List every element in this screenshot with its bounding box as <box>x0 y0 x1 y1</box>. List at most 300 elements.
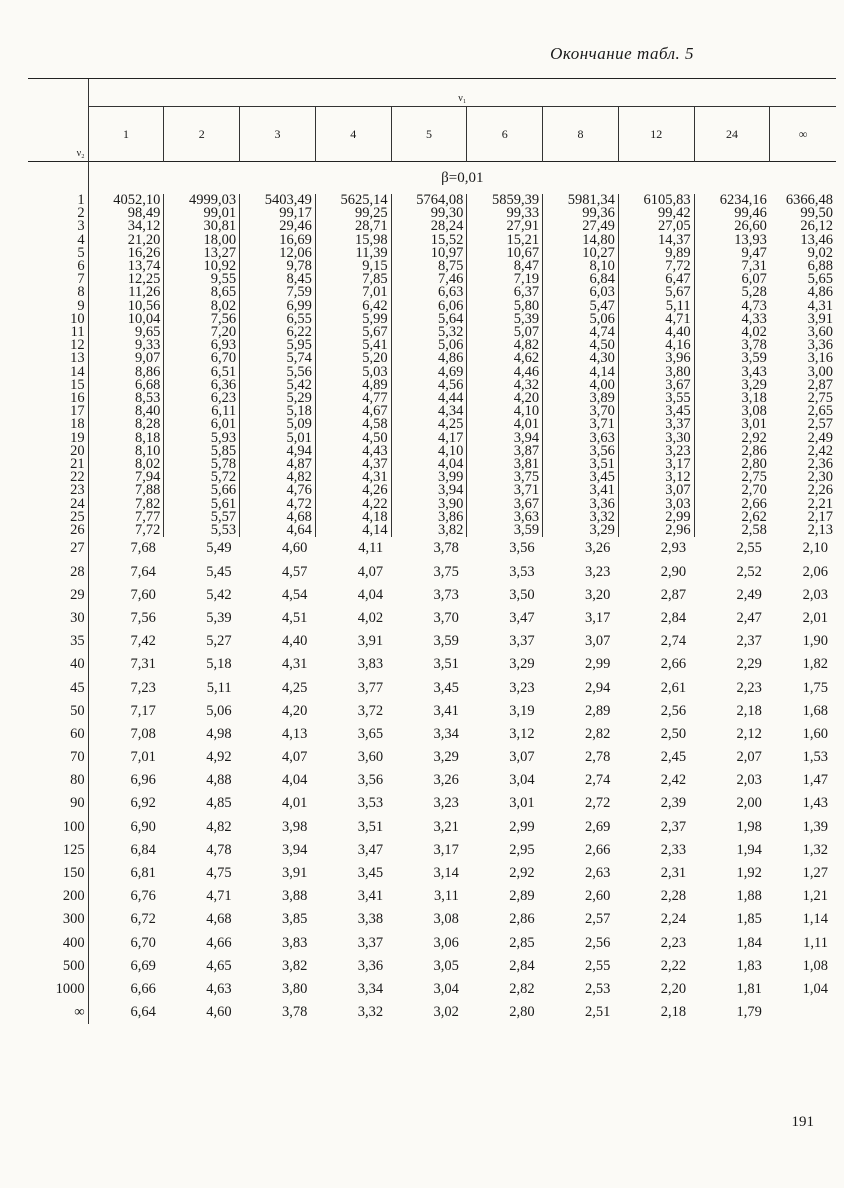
table-cell: 3,26 <box>584 540 611 557</box>
table-cell: 5,64 <box>391 313 467 326</box>
table-cell: 3,82 <box>391 524 467 537</box>
row-label: 8 <box>28 286 88 299</box>
table-cell: 3,67 <box>467 498 543 511</box>
table-cell: 6,11 <box>164 405 240 418</box>
table-cell: 3,71 <box>543 418 619 431</box>
table-cell: 2,13 <box>807 522 833 539</box>
table-cell: 3,17 <box>433 841 459 858</box>
column-header: 3 <box>240 107 316 162</box>
row-label: 3 <box>28 220 88 233</box>
table-row <box>28 978 836 1001</box>
table-cell: 9,15 <box>315 260 391 273</box>
table-cell: 2,30 <box>807 469 833 486</box>
table-cell: 6,36 <box>164 379 240 392</box>
table-cell: 2,37 <box>660 818 687 835</box>
table-cell: 3,12 <box>618 471 694 484</box>
table-cell: 2,49 <box>807 429 833 446</box>
row-label: 2 <box>28 207 88 220</box>
table-cell: 4,14 <box>315 524 391 537</box>
table-cell: 2,37 <box>736 633 762 650</box>
table-cell: 3,17 <box>584 609 611 626</box>
table-cell: 7,20 <box>164 326 240 339</box>
table-cell: 2,70 <box>694 484 770 497</box>
table-cell: 6,06 <box>391 300 467 313</box>
table-cell: 9,07 <box>134 350 161 367</box>
table-cell: 6,01 <box>164 418 240 431</box>
table-cell: 6366,48 <box>785 192 833 208</box>
table-cell: 3,96 <box>618 352 694 365</box>
table-cell: 2,66 <box>660 656 687 673</box>
table-cell: 1,84 <box>736 934 762 951</box>
table-cell: 7,68 <box>130 540 156 557</box>
table-cell: 1,39 <box>802 818 828 835</box>
table-row <box>28 955 836 978</box>
table-cell: 15,98 <box>315 234 391 247</box>
table-cell: 2,90 <box>660 563 687 580</box>
table-cell: 1,08 <box>802 957 828 974</box>
column-header-row <box>28 107 836 162</box>
v2-header: ν₂ <box>28 79 88 162</box>
table-cell: 8,10 <box>134 442 161 459</box>
row-label: 200 <box>28 885 88 908</box>
table-cell <box>770 1001 836 1024</box>
table-cell: 2,95 <box>509 841 535 858</box>
table-cell: 4,33 <box>694 313 770 326</box>
table-cell: 3,59 <box>433 633 459 650</box>
table-cell: 2,55 <box>736 540 762 557</box>
table-cell: 4,65 <box>206 957 232 974</box>
table-cell: 3,91 <box>357 633 384 650</box>
table-cell: 3,77 <box>357 679 384 696</box>
row-label: 17 <box>28 405 88 418</box>
table-cell: 3,53 <box>357 795 384 812</box>
table-cell: 3,73 <box>433 586 459 603</box>
row-label: 30 <box>28 607 88 630</box>
table-cell: 7,72 <box>134 522 161 539</box>
table-cell: 3,23 <box>618 445 694 458</box>
table-cell: 3,50 <box>509 586 535 603</box>
table-cell: 5,61 <box>164 498 240 511</box>
table-cell: 26,60 <box>694 220 770 233</box>
table-cell: 27,49 <box>543 220 619 233</box>
table-cell: 5,39 <box>206 609 232 626</box>
table-cell: 1,21 <box>802 888 828 905</box>
table-cell: 1,94 <box>736 841 762 858</box>
row-label: 10 <box>28 313 88 326</box>
table-cell: 13,27 <box>164 247 240 260</box>
table-cell: 5,18 <box>240 405 316 418</box>
table-cell: 1,14 <box>802 911 828 928</box>
table-cell: 3,80 <box>618 366 694 379</box>
table-cell: 3,23 <box>433 795 459 812</box>
table-cell: 2,80 <box>694 458 770 471</box>
table-cell: 5,42 <box>240 379 316 392</box>
table-cell: 3,45 <box>433 679 459 696</box>
table-cell: 3,99 <box>391 471 467 484</box>
table-cell: 3,36 <box>543 498 619 511</box>
row-label: 28 <box>28 560 88 583</box>
table-cell: 4,50 <box>543 339 619 352</box>
table-cell: 99,36 <box>543 207 619 220</box>
table-cell: 4,68 <box>240 511 316 524</box>
table-cell: 3,94 <box>391 484 467 497</box>
table-cell: 5764,08 <box>391 194 467 207</box>
table-cell: 5,11 <box>618 300 694 313</box>
row-label: 80 <box>28 769 88 792</box>
table-cell: 4,50 <box>315 432 391 445</box>
table-cell: 3,91 <box>281 865 308 881</box>
row-label: 21 <box>28 458 88 471</box>
table-cell: 9,65 <box>134 324 161 341</box>
table-cell: 10,92 <box>164 260 240 273</box>
table-cell: 3,47 <box>357 841 384 858</box>
table-cell: 1,43 <box>802 795 828 812</box>
table-cell: 7,85 <box>315 273 391 286</box>
table-cell: 6,92 <box>130 795 156 812</box>
table-cell: 2,12 <box>736 725 762 742</box>
table-cell: 5,67 <box>618 286 694 299</box>
table-cell: 4,82 <box>206 818 232 835</box>
table-cell: 3,87 <box>467 445 543 458</box>
table-cell: 3,37 <box>509 633 535 650</box>
row-label: 26 <box>28 524 88 537</box>
table-cell: 3,98 <box>281 818 308 835</box>
table-cell: 2,85 <box>509 934 535 951</box>
table-cell: 15,52 <box>391 234 467 247</box>
row-label: 50 <box>28 700 88 723</box>
table-cell: 4,46 <box>467 366 543 379</box>
table-cell: 3,03 <box>618 498 694 511</box>
table-cell: 5,18 <box>206 656 232 673</box>
table-cell: 5,01 <box>240 432 316 445</box>
table-cell: 6105,83 <box>618 194 694 207</box>
table-cell: 2,96 <box>618 524 694 537</box>
row-label: 23 <box>28 484 88 497</box>
table-cell: 4,60 <box>281 540 308 557</box>
table-cell: 6234,16 <box>694 194 770 207</box>
table-cell: 1,53 <box>802 749 828 766</box>
table-cell: 3,16 <box>807 350 833 367</box>
table-cell: 5,27 <box>206 633 232 650</box>
table-cell: 5,03 <box>315 366 391 379</box>
table-cell: 3,56 <box>357 772 384 789</box>
table-cell: 2,10 <box>802 540 828 557</box>
continuation-caption: Окончание табл. 5 <box>550 44 694 63</box>
table-cell: 2,23 <box>660 934 687 951</box>
table-cell: 3,01 <box>694 418 770 431</box>
table-cell: 8,86 <box>134 363 161 380</box>
table-cell: 2,89 <box>509 888 535 905</box>
table-row <box>28 723 836 746</box>
table-cell: 2,39 <box>660 795 687 812</box>
table-cell: 2,57 <box>807 416 833 433</box>
table-cell: 3,08 <box>694 405 770 418</box>
table-cell: 5,06 <box>543 313 619 326</box>
table-cell: 3,82 <box>281 957 308 974</box>
table-cell: 5,11 <box>206 679 232 696</box>
table-cell: 2,07 <box>736 749 762 766</box>
table-cell: 4,32 <box>467 379 543 392</box>
table-cell: 4,57 <box>281 563 308 580</box>
table-cell: 2,22 <box>660 957 687 974</box>
table-cell: 5,95 <box>240 339 316 352</box>
table-cell: 4,56 <box>391 379 467 392</box>
table-cell: 5,78 <box>164 458 240 471</box>
table-cell: 9,55 <box>164 273 240 286</box>
table-cell: 2,72 <box>584 795 611 812</box>
table-cell: 16,69 <box>240 234 316 247</box>
table-cell: 4,75 <box>206 865 232 881</box>
table-row <box>28 676 836 699</box>
table-cell: 2,92 <box>694 432 770 445</box>
column-header: 8 <box>543 107 619 162</box>
table-cell: 4,04 <box>357 586 384 603</box>
table-cell: 4,89 <box>315 379 391 392</box>
table-cell: 9,02 <box>807 244 833 261</box>
row-label: 9 <box>28 300 88 313</box>
table-cell: 3,18 <box>694 392 770 405</box>
row-label: 27 <box>28 537 88 560</box>
table-cell: 21,20 <box>127 231 161 248</box>
table-cell: 99,30 <box>391 207 467 220</box>
table-cell: 7,31 <box>130 656 156 673</box>
table-cell: 3,21 <box>433 818 459 835</box>
table-row <box>28 700 836 723</box>
table-cell: 14,80 <box>543 234 619 247</box>
table-cell: 4,01 <box>467 418 543 431</box>
table-cell: 99,25 <box>315 207 391 220</box>
table-cell: 8,47 <box>467 260 543 273</box>
column-header: 1 <box>122 126 129 141</box>
table-cell: 4,68 <box>206 911 232 928</box>
table-cell: 1,79 <box>736 1004 762 1021</box>
table-cell: 3,36 <box>357 957 384 974</box>
table-cell: 6,42 <box>315 300 391 313</box>
table-cell: 4,40 <box>281 633 308 650</box>
table-cell: 4,31 <box>315 471 391 484</box>
row-label: 100 <box>28 816 88 839</box>
table-cell: 3,01 <box>509 795 535 812</box>
table-cell: 2,18 <box>660 1004 687 1021</box>
table-cell: 99,42 <box>618 207 694 220</box>
table-cell: 5,32 <box>391 326 467 339</box>
table-cell: 4,71 <box>206 888 232 905</box>
table-cell: 28,71 <box>315 220 391 233</box>
table-cell: 4,58 <box>315 418 391 431</box>
table-cell: 2,57 <box>584 911 611 928</box>
table-cell: 2,80 <box>509 1004 535 1021</box>
table-cell: 3,45 <box>357 865 384 881</box>
table-cell: 5,29 <box>240 392 316 405</box>
table-cell: 7,56 <box>130 609 156 626</box>
table-cell: 3,56 <box>543 445 619 458</box>
table-body-compact <box>28 194 836 537</box>
table-cell: 30,81 <box>164 220 240 233</box>
table-cell: 3,88 <box>281 888 308 905</box>
table-cell: 4,78 <box>206 841 232 858</box>
table-cell: 99,33 <box>467 207 543 220</box>
table-cell: 8,40 <box>134 403 161 420</box>
table-cell: 3,55 <box>618 392 694 405</box>
row-label: 25 <box>28 511 88 524</box>
table-cell: 9,47 <box>694 247 770 260</box>
row-label: 29 <box>28 584 88 607</box>
table-cell: 5,06 <box>391 339 467 352</box>
table-cell: 5,65 <box>807 271 833 288</box>
table-cell: 3,17 <box>618 458 694 471</box>
table-cell: 5,39 <box>467 313 543 326</box>
table-cell: 7,46 <box>391 273 467 286</box>
table-cell: 1,04 <box>802 980 828 997</box>
table-cell: 8,65 <box>164 286 240 299</box>
table-cell: 3,41 <box>543 484 619 497</box>
table-cell: 4,18 <box>315 511 391 524</box>
table-cell: 99,46 <box>694 207 770 220</box>
table-cell: 27,91 <box>467 220 543 233</box>
table-cell: 3,85 <box>281 911 308 928</box>
table-cell: 13,46 <box>800 231 833 248</box>
column-header: 2 <box>164 107 240 162</box>
table-cell: 26,12 <box>800 218 833 235</box>
table-cell: 2,31 <box>660 865 687 881</box>
row-label: 45 <box>28 676 88 699</box>
table-cell: 1,88 <box>736 888 762 905</box>
table-cell: 4,26 <box>315 484 391 497</box>
table-cell: 5981,34 <box>543 194 619 207</box>
table-cell: 6,55 <box>240 313 316 326</box>
table-cell: 3,71 <box>467 484 543 497</box>
table-cell: 4,30 <box>543 352 619 365</box>
table-cell: 5,72 <box>164 471 240 484</box>
table-row <box>28 746 836 769</box>
table-cell: 9,78 <box>240 260 316 273</box>
table-row <box>28 1001 836 1024</box>
table-cell: 14,37 <box>618 234 694 247</box>
table-cell: 2,23 <box>736 679 762 696</box>
table-cell: 6,68 <box>134 376 161 393</box>
table-cell: 4,86 <box>391 352 467 365</box>
table-cell: 4,92 <box>206 749 232 766</box>
v1-header: ν₁ <box>88 79 836 107</box>
table-cell: 2,24 <box>660 911 687 928</box>
table-row <box>28 537 836 560</box>
table-row <box>28 607 836 630</box>
table-cell: 2,33 <box>660 841 687 858</box>
table-cell: 16,26 <box>127 244 161 261</box>
table-cell: 2,42 <box>807 442 833 459</box>
table-cell: 2,58 <box>694 524 770 537</box>
table-cell: 2,61 <box>660 679 687 696</box>
table-cell: 5,28 <box>694 286 770 299</box>
table-cell: 5,42 <box>206 586 232 603</box>
table-cell: 7,59 <box>240 286 316 299</box>
row-label: 90 <box>28 792 88 815</box>
table-cell: 1,32 <box>802 841 828 858</box>
table-cell: 4,07 <box>281 749 308 766</box>
table-cell: 3,32 <box>543 511 619 524</box>
table-cell: 7,56 <box>164 313 240 326</box>
table-cell: 6,72 <box>130 911 156 928</box>
table-cell: 5,85 <box>164 445 240 458</box>
table-cell: 2,52 <box>736 563 762 580</box>
table-cell: 4,34 <box>391 405 467 418</box>
table-cell: 3,43 <box>694 366 770 379</box>
table-row <box>28 885 836 908</box>
table-cell: 5,74 <box>240 352 316 365</box>
table-cell: 18,00 <box>164 234 240 247</box>
table-cell: 4,67 <box>315 405 391 418</box>
table-cell: 2,03 <box>802 586 828 603</box>
table-cell: 2,87 <box>807 376 833 393</box>
table-cell: 9,33 <box>134 337 161 354</box>
table-cell: 3,08 <box>433 911 459 928</box>
table-cell: 7,72 <box>618 260 694 273</box>
table-cell: 6,84 <box>543 273 619 286</box>
table-cell: 4999,03 <box>164 194 240 207</box>
table-cell: 5,41 <box>315 339 391 352</box>
table-cell: 4,76 <box>240 484 316 497</box>
table-cell: 29,46 <box>240 220 316 233</box>
table-cell: 4,04 <box>281 772 308 789</box>
row-label: 300 <box>28 908 88 931</box>
table-cell: 2,82 <box>584 725 611 742</box>
table-cell: 2,93 <box>660 540 687 557</box>
table-cell: 3,05 <box>433 957 459 974</box>
table-row <box>28 862 836 885</box>
table-cell: 4,72 <box>240 498 316 511</box>
table-cell: 2,66 <box>694 498 770 511</box>
table-cell: 2,84 <box>660 609 687 626</box>
table-row <box>28 839 836 862</box>
table-cell: 2,94 <box>584 679 611 696</box>
table-cell: 2,36 <box>807 456 833 473</box>
table-cell: 1,92 <box>736 865 762 881</box>
table-cell: 7,23 <box>130 679 156 696</box>
table-cell: 2,00 <box>736 795 762 812</box>
table-cell: 13,74 <box>127 258 161 275</box>
table-cell: 4,17 <box>391 432 467 445</box>
row-label: 60 <box>28 723 88 746</box>
column-header: 12 <box>618 107 694 162</box>
table-cell: 4,64 <box>240 524 316 537</box>
beta-level: β=0,01 <box>441 169 484 186</box>
table-cell: 3,04 <box>509 772 535 789</box>
table-cell: 3,78 <box>281 1004 308 1021</box>
table-cell: 4,44 <box>391 392 467 405</box>
table-cell: 4,25 <box>391 418 467 431</box>
column-header: 24 <box>694 107 770 162</box>
table-cell: 3,63 <box>543 432 619 445</box>
table-cell: 34,12 <box>127 218 161 235</box>
table-row <box>28 908 836 931</box>
table-cell: 3,45 <box>543 471 619 484</box>
table-cell: 7,64 <box>130 563 156 580</box>
table-cell: 4,10 <box>391 445 467 458</box>
row-label: ∞ <box>28 1001 88 1024</box>
row-label: 11 <box>28 326 88 339</box>
table-cell: 4,02 <box>694 326 770 339</box>
table-cell: 3,34 <box>357 980 384 997</box>
table-cell: 4,63 <box>206 980 232 997</box>
table-cell: 3,75 <box>467 471 543 484</box>
table-cell: 11,26 <box>128 284 161 301</box>
table-cell: 3,37 <box>357 934 384 951</box>
table-cell: 7,01 <box>130 749 156 766</box>
table-cell: 4,37 <box>315 458 391 471</box>
table-cell: 15,21 <box>467 234 543 247</box>
table-cell: 3,14 <box>433 865 459 881</box>
table-cell: 4,40 <box>618 326 694 339</box>
